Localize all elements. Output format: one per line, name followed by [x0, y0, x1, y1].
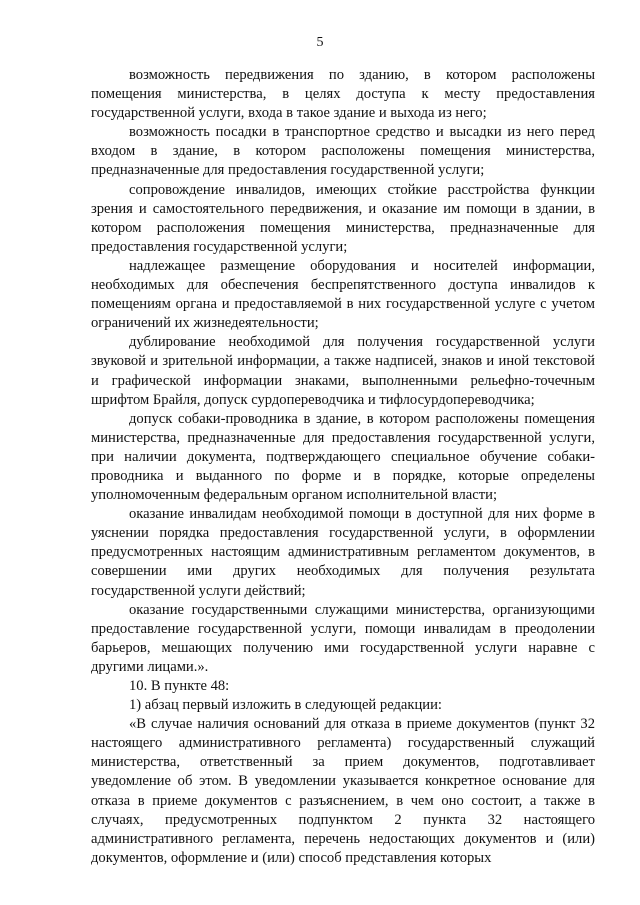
paragraph-mobility: возможность передвижения по зданию, в котором расположены помещения министерства, в целях доступа к месту предоставления государственной услуги, входа в такое здание и выхода из него;: [91, 67, 595, 122]
page-number: 5: [316, 35, 324, 50]
paragraph-new-wording: «В случае наличия оснований для отказа в приеме документов (пункт 32 настоящего административного регламента) государственный служащий министерства, ответственный за прием документов, подготавливает уведомление об этом. В уведомлении указывается конкретное основание для отказа в приеме документов с разъяснением, в чем оно состоит, а также в случаях, предусмотренных подпунктом 2 пункта 32 настоящего административного регламента, перечень недостающих документов и (или) документов, оформление и (или) способ представления которых: [91, 716, 595, 866]
paragraph-barriers: оказание государственными служащими министерства, организующими предоставление государственной услуги, помощи инвалидам в преодолении барьеров, мешающих получению ими государственной услуги наравне с другими лицами.».: [91, 601, 595, 675]
paragraph-guide-dog: допуск собаки-проводника в здание, в котором расположены помещения министерства, предназначенные для предоставления государственной услуги, при наличии документа, подтверждающего специальное обучение собаки-проводника и выданного по форме и в порядке, которые определены уполномоченным федеральным органом исполнительной власти;: [91, 410, 595, 504]
document-body: [91, 66, 595, 868]
paragraph-subitem-1: 1) абзац первый изложить в следующей редакции:: [129, 697, 442, 714]
paragraph-duplication: дублирование необходимой для получения государственной услуги звуковой и зрительной информации, а также надписей, знаков и иной текстовой и графической информации знаками, выполненными рельефно-точечным шрифтом Брайля, допуск сурдопереводчика и тифлосурдопереводчика;: [91, 334, 595, 408]
paragraph-transport: возможность посадки в транспортное средство и высадки из него перед входом в здание, в котором расположены помещения министерства, предназначенные для предоставления государственной услуги;: [91, 124, 595, 179]
paragraph-equipment: надлежащее размещение оборудования и носителей информации, необходимых для обеспечения беспрепятственного доступа инвалидов к помещениям органа и предоставляемой в них государственной услуге с учетом ограничений их жизнедеятельности;: [91, 257, 595, 332]
paragraph-escort: сопровождение инвалидов, имеющих стойкие расстройства функции зрения и самостоятельного передвижения, и оказание им помощи в здании, в котором расположения помещения министерства, предназначенные для предоставления государственной услуги;: [91, 181, 595, 255]
paragraph-item-10: 10. В пункте 48:: [129, 678, 230, 694]
paragraph-assistance: оказание инвалидам необходимой помощи в доступной для них форме в уяснении порядка предоставления государственной услуги, в оформлении предусмотренных настоящим административным регламентом документов, в совершении ими других необходимых для получения результата государственной услуги действий;: [91, 506, 595, 599]
